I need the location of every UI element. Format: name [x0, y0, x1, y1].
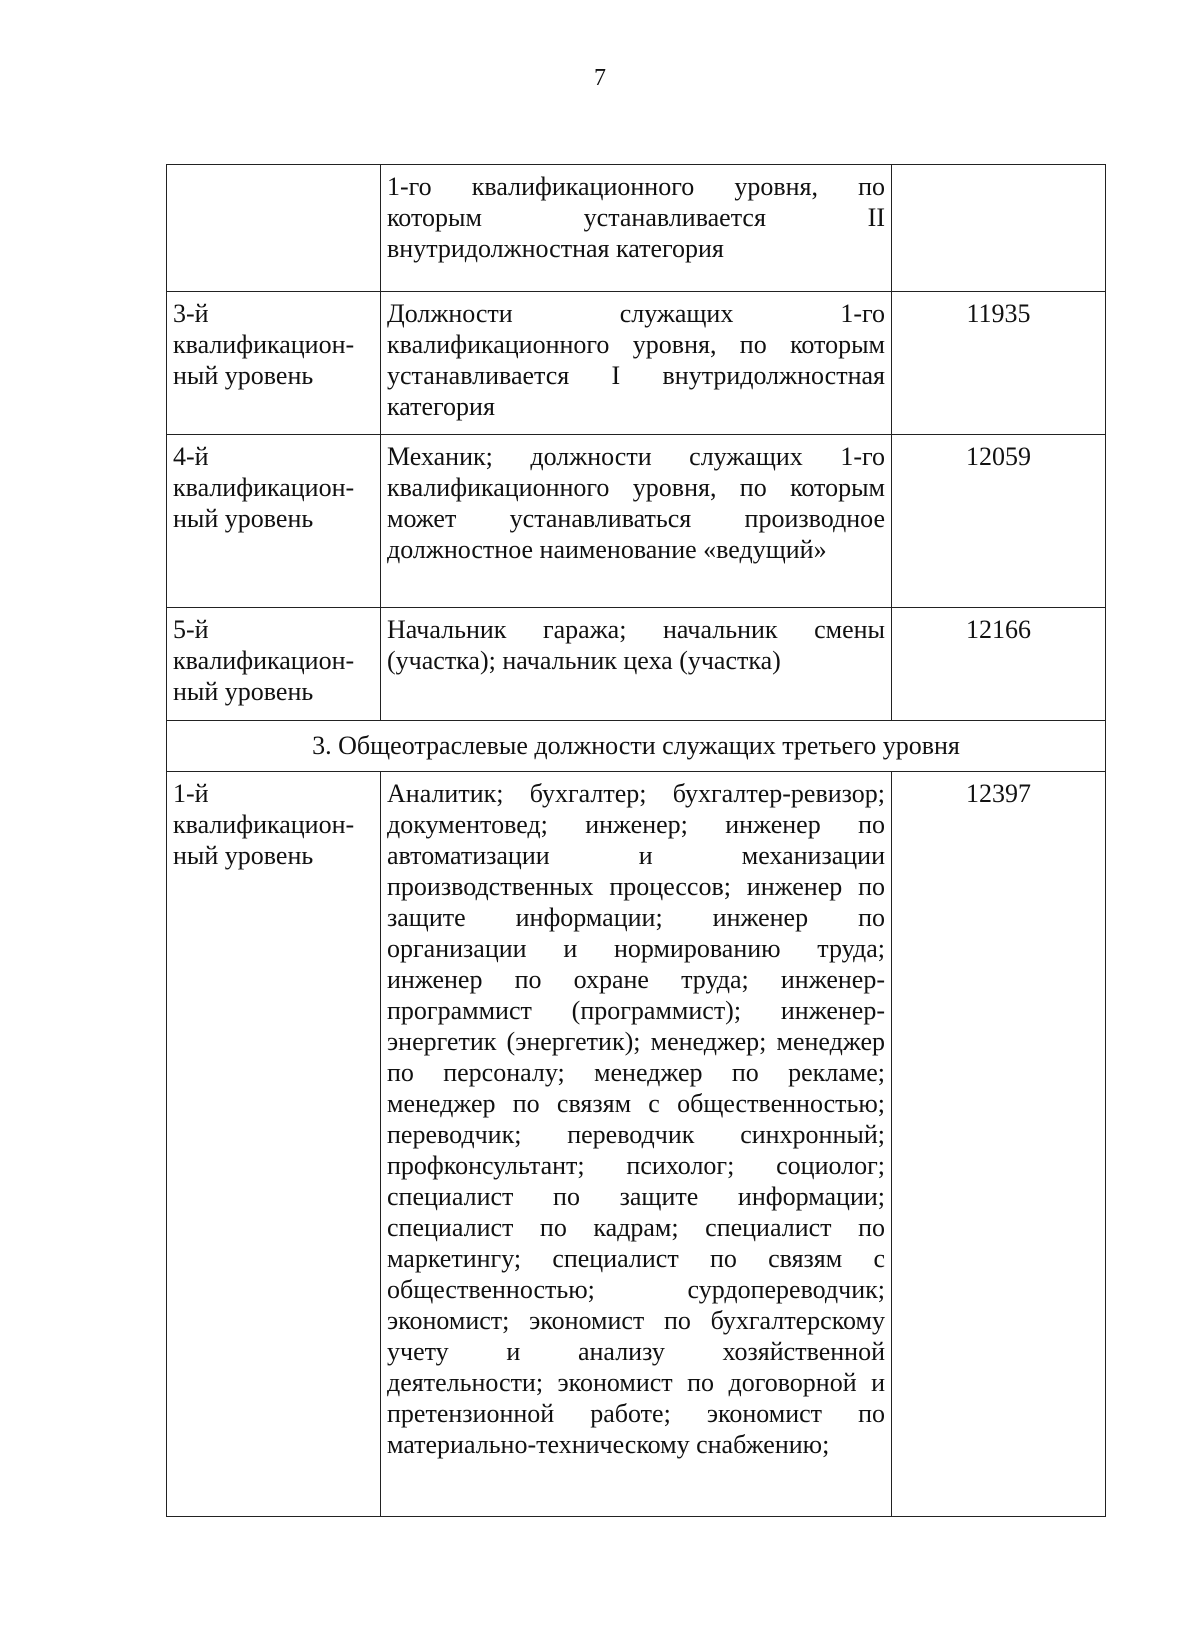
section-heading: 3. Общеотраслевые должности служащих третьего уровня	[167, 721, 1106, 772]
table-row	[167, 772, 1106, 1517]
qualification-level-cell: 1-й квалификацион-ный уровень	[167, 772, 381, 1517]
positions-cell: Аналитик; бухгалтер; бухгалтер-ревизор; документовед; инженер; инженер по автоматизации и механизации производственных процессов; инженер по защите информации; инженер по организации и нормированию труда; инженер по охране труда; инженер-программист (программист); инженер-энергетик (энергетик); менеджер; менеджер по персоналу; менеджер по рекламе; менеджер по связям с общественностью; переводчик; переводчик синхронный; профконсультант; психолог; социолог; специалист по защите информации; специалист по кадрам; специалист по маркетингу; специалист по связям с общественностью; сурдопереводчик; экономист; экономист по бухгалтерскому учету и анализу хозяйственной деятельности; экономист по договорной и претензионной работе; экономист по материально-техническому снабжению;	[381, 772, 892, 1517]
salary-cell: 12059	[892, 435, 1106, 608]
salary-cell	[892, 165, 1106, 292]
positions-cell: 1-го квалификационного уровня, по которым устанавливается II внутридолжностная категория	[381, 165, 892, 292]
salary-cell: 11935	[892, 292, 1106, 435]
qualification-level-cell: 5-й квалификацион-ный уровень	[167, 608, 381, 721]
table-row	[167, 435, 1106, 608]
page-number: 7	[594, 65, 606, 91]
positions-cell: Должности служащих 1-го квалификационного уровня, по которым устанавливается I внутридолжностная категория	[381, 292, 892, 435]
salary-cell: 12397	[892, 772, 1106, 1517]
salary-cell: 12166	[892, 608, 1106, 721]
qualification-level-cell: 3-й квалификацион-ный уровень	[167, 292, 381, 435]
positions-cell: Начальник гаража; начальник смены (участка); начальник цеха (участка)	[381, 608, 892, 721]
qualification-level-cell: 4-й квалификацион-ный уровень	[167, 435, 381, 608]
table-row	[167, 292, 1106, 435]
positions-cell: Механик; должности служащих 1-го квалификационного уровня, по которым может устанавливаться производное должностное наименование «ведущий»	[381, 435, 892, 608]
table-row	[167, 165, 1106, 292]
qualification-table	[166, 164, 1106, 1517]
table-row	[167, 608, 1106, 721]
qualification-level-cell	[167, 165, 381, 292]
section-heading-row	[167, 721, 1106, 772]
